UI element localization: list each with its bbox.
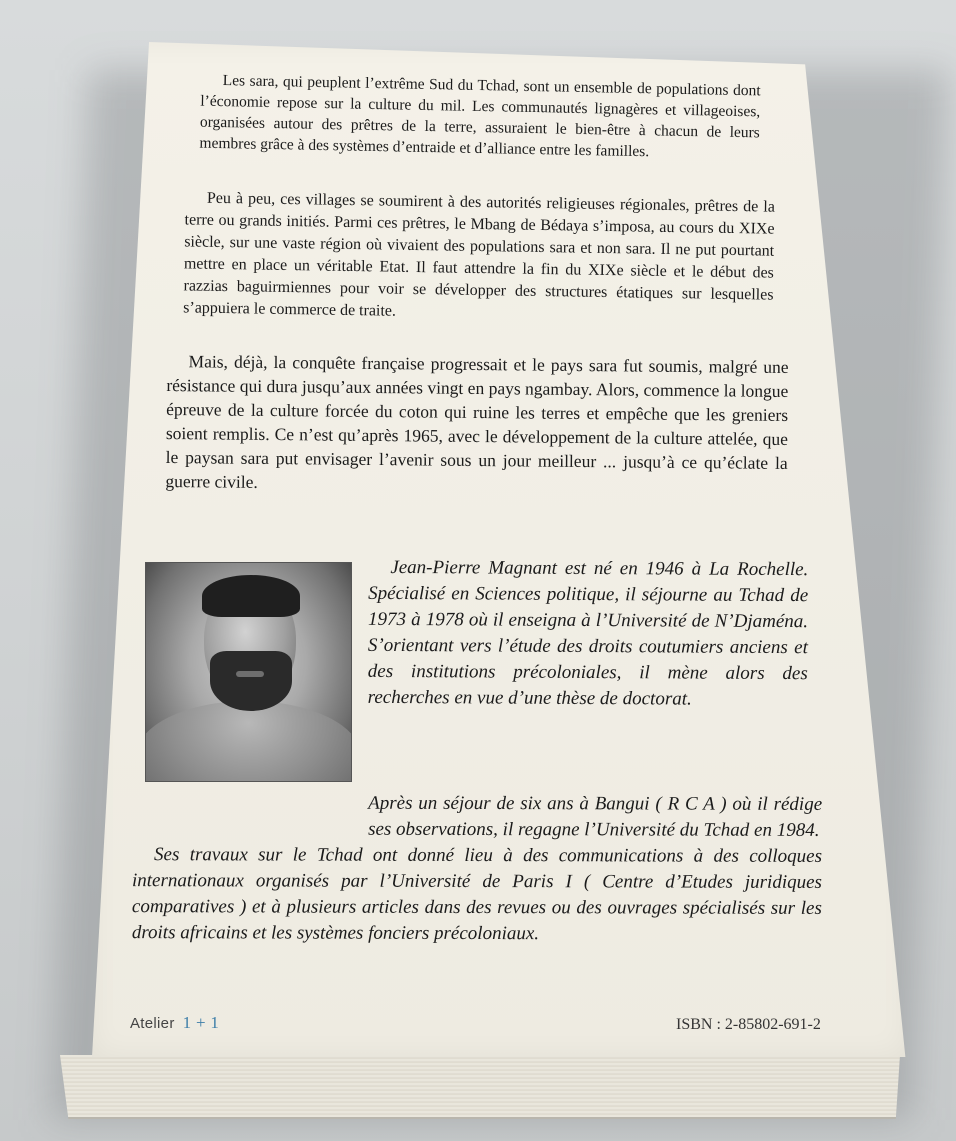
book-page-edges: [60, 1055, 900, 1119]
author-bio-top: [368, 555, 809, 713]
summary-paragraph-1: [199, 70, 761, 171]
author-bio-text-3: Ses travaux sur le Tchad ont donné lieu à des communications à des colloques internationaux organisés par l’Université de Paris I ( Centre d’Etudes juridiques comparatives ) et à plusieurs articles dans des revues ou des ouvrages spécialisés sur les droits africains et les systèmes fonciers précoloniaux.: [131, 844, 823, 945]
author-hair: [202, 575, 300, 617]
author-photo: [145, 562, 352, 782]
summary-text-2: Peu à peu, ces villages se soumirent à des autorités religieuses régionales, prêtres de la terre ou grands initiés. Parmi ces prêtres, le Mbang de Bédaya s’imposa, au cours du XIXe siècle, sur une vaste région où vivaient des populations sara et non sara. Il ne put pourtant mettre en place un véritable Etat. Il faut attendre la fin du XIXe siècle et le début des razzias baguirmiennes pour voir se développer des structures étatiques sur lesquelles s’appuiera le commerce de traite.: [183, 189, 776, 320]
publisher-imprint: [130, 1013, 219, 1033]
author-bio-text-1: Jean-Pierre Magnant est né en 1946 à La Rochelle. Spécialisé en Sciences politique, il séjourne au Tchad de 1973 à 1978 où il enseigna à l’Université de N’Djaména. S’orientant vers l’étude des droits coutumiers anciens et des institutions précoloniales, il mène alors des recherches en vue d’une thèse de doctorat.: [367, 556, 809, 710]
summary-paragraph-2: [183, 187, 775, 334]
author-shirt: [145, 701, 352, 782]
author-bio-bottom: [132, 790, 822, 948]
summary-text-3: Mais, déjà, la conquête française progressait et le pays sara fut soumis, malgré une résistance qui dura jusqu’aux années vingt en pays ngambay. Alors, commence la longue épreuve de la culture forcée du coton qui ruine les terres et empêche que les greniers soient remplis. Ce n’est qu’après 1965, avec le développement de la culture attelée, que le paysan sara put envisager l’avenir sous un jour meilleur ... jusqu’à ce qu’éclate la guerre civile.: [165, 351, 789, 492]
author-mouth: [236, 671, 264, 677]
author-bio-text-2: Après un séjour de six ans à Bangui ( R C A ) où il rédige ses observations, il regagne l’Université du Tchad en 1984.: [368, 792, 823, 841]
isbn-label: ISBN : 2-85802-691-2: [676, 1016, 821, 1033]
publisher-name: Atelier: [130, 1015, 175, 1032]
publisher-number: 1 + 1: [182, 1013, 220, 1032]
summary-paragraph-3: [165, 349, 788, 505]
author-beard: [210, 651, 292, 711]
summary-text-1: Les sara, qui peuplent l’extrême Sud du Tchad, sont un ensemble de populations dont l’économie repose sur la culture du mil. Les communautés lignagères et villageoises, organisées autour des prêtres de la terre, assuraient le bien-être à chacun de leurs membres grâce à des systèmes d’entraide et d’alliance entre les familles.: [199, 72, 761, 161]
